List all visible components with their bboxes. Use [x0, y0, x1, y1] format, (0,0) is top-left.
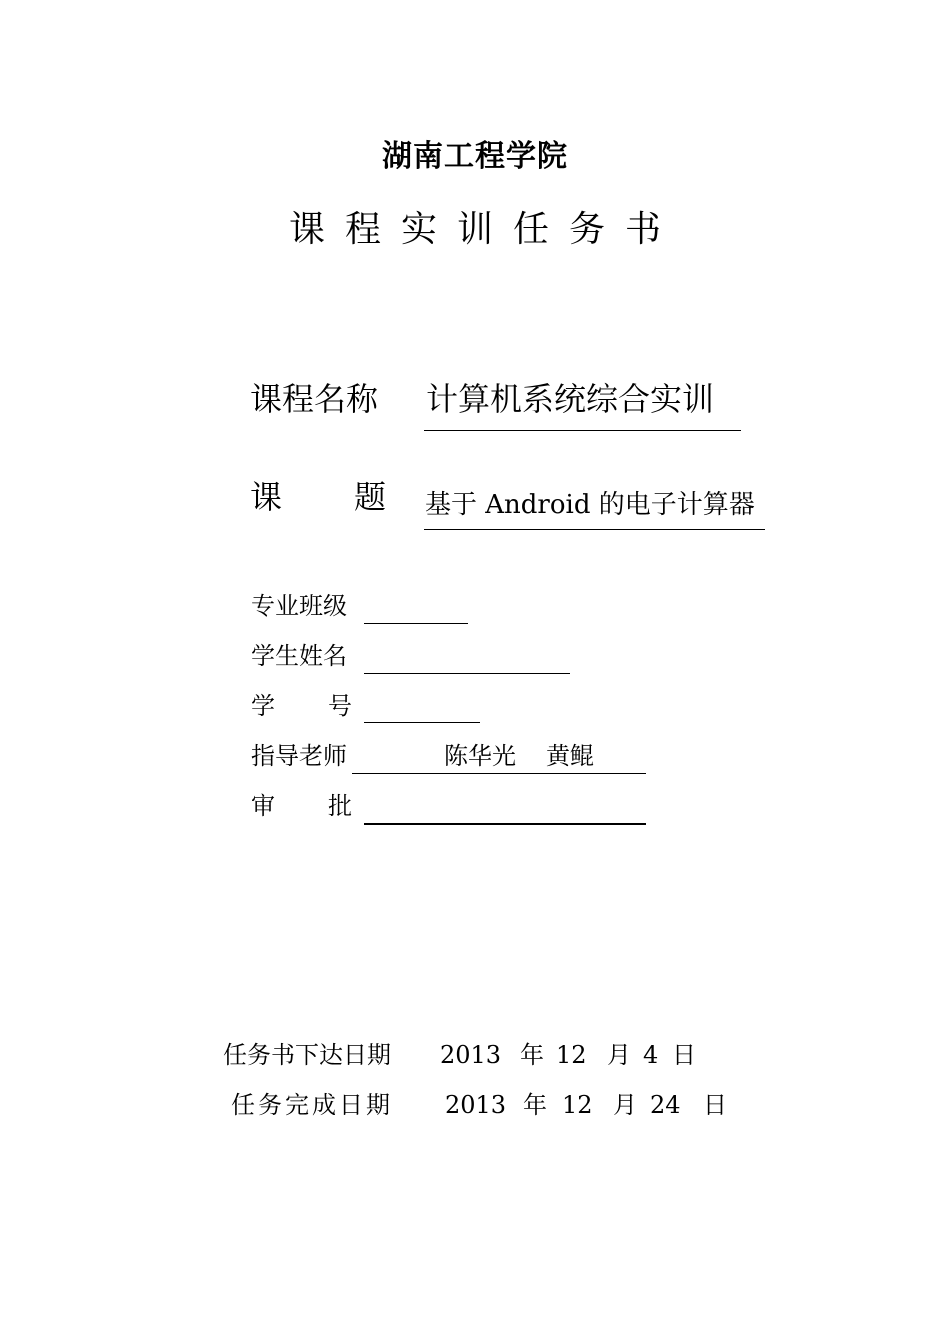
complete-date-label: 任务完成日期	[231, 1091, 393, 1119]
issue-date-year-char: 年	[520, 1041, 544, 1069]
complete-date-day-char: 日	[703, 1091, 727, 1119]
student-id-label-first: 学	[251, 692, 275, 720]
course-name-underline	[424, 430, 741, 431]
complete-date-year-char: 年	[523, 1091, 547, 1119]
student-id-underline	[364, 722, 480, 723]
student-id-label-second: 号	[328, 692, 352, 720]
course-name-value: 计算机系统综合实训	[426, 380, 715, 418]
issue-date-day-char: 日	[672, 1041, 696, 1069]
advisor-name-first: 陈华光	[444, 742, 516, 770]
complete-date-month: 12	[562, 1091, 593, 1119]
topic-label-first: 课	[250, 478, 283, 516]
course-name-label: 课程名称	[250, 380, 379, 418]
issue-date-month: 12	[556, 1041, 587, 1069]
approval-label-first: 审	[251, 792, 275, 820]
topic-value: 基于 Android 的电子计算器	[425, 490, 755, 520]
approval-label-second: 批	[328, 792, 352, 820]
approval-underline	[364, 823, 646, 825]
student-name-label: 学生姓名	[251, 642, 347, 670]
complete-date-month-char: 月	[613, 1091, 637, 1119]
issue-date-day: 4	[643, 1041, 659, 1069]
major-class-underline	[364, 623, 468, 624]
advisor-underline	[352, 773, 646, 774]
school-name: 湖南工程学院	[382, 139, 568, 174]
complete-date-day: 24	[650, 1091, 681, 1119]
issue-date-year: 2013	[440, 1041, 502, 1069]
complete-date-year: 2013	[445, 1091, 507, 1119]
advisor-label: 指导老师	[251, 742, 347, 770]
student-name-underline	[364, 673, 570, 674]
issue-date-month-char: 月	[607, 1041, 631, 1069]
topic-label-second: 题	[354, 478, 387, 516]
advisor-name-second: 黄鲲	[546, 742, 594, 770]
major-class-label: 专业班级	[251, 592, 347, 620]
issue-date-label: 任务书下达日期	[223, 1041, 391, 1069]
document-title: 课程实训任务书	[288, 209, 681, 250]
topic-underline	[424, 529, 765, 530]
